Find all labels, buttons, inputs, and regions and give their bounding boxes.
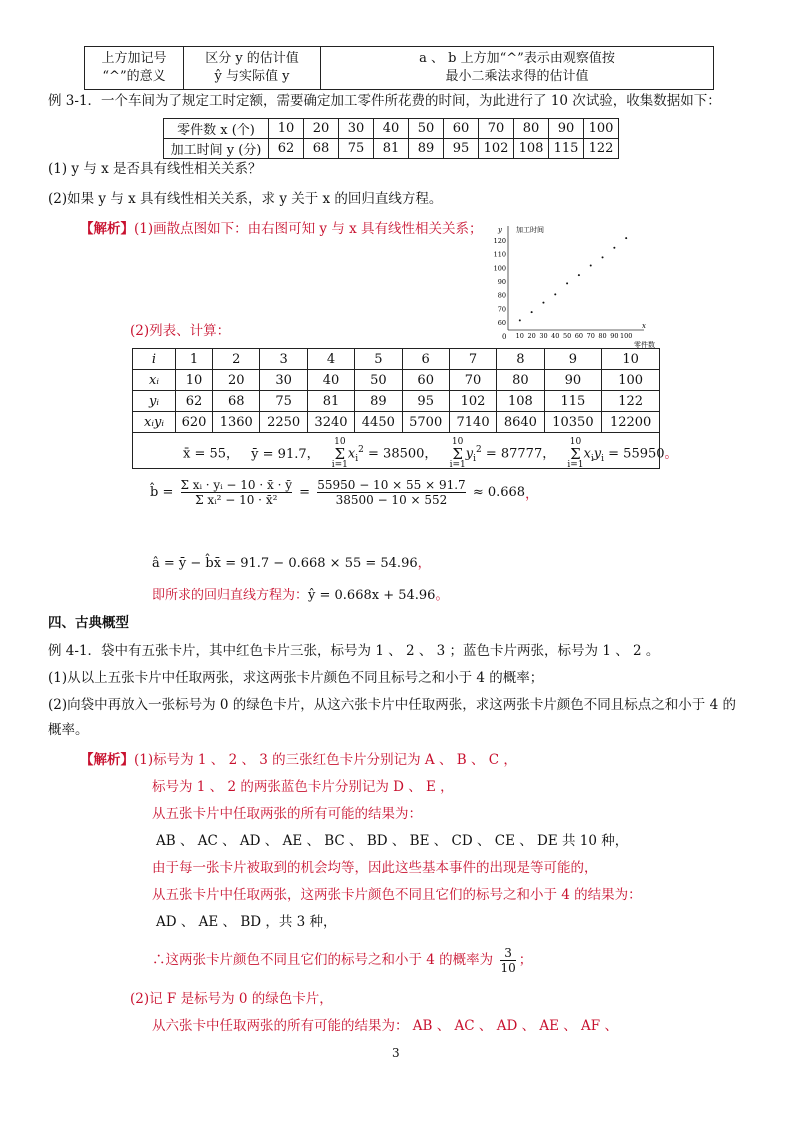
solution-line-2: 标号为 1 、 2 的两张蓝色卡片分别记为 D 、 E ， [152,779,454,795]
question-4-1: (1)从以上五张卡片中任取两张，求这两张卡片颜色不同且标号之和小于 4 的概率； [48,670,544,686]
table-cell: 40 [307,370,354,391]
row-label: i [133,349,176,370]
table-cell: 10 [176,370,213,391]
table-cell: 620 [176,412,213,433]
table-cell: 122 [584,139,619,159]
table-cell: 20 [304,119,339,139]
table-cell: 81 [374,139,409,159]
table-cell: 75 [260,391,307,412]
solution-line-10: 从六张卡中任取两张的所有可能的结果为： AB 、 AC 、 AD 、 AE 、 AF 、 [152,1018,618,1034]
table-cell: 108 [497,391,544,412]
example-3-1-intro: 例 3-1．一个车间为了规定工时定额，需要确定加工零件所花费的时间，为此进行了 10 次试验，收集数据如下： [48,93,721,109]
table-cell: 4450 [355,412,402,433]
question-2: (2)如果 y 与 x 具有线性相关关系，求 y 关于 x 的回归直线方程。 [48,191,443,207]
table-cell: 区分 y 的估计值 ŷ 与实际值 y [184,47,321,90]
scatter-point [554,293,556,295]
origin-label: 0 [502,333,507,341]
solution-line-1: 【解析】(1)标号为 1 、 2 、 3 的三张红色卡片分别记为 A 、 B 、 C ， [80,752,517,768]
table-cell: 3 [260,349,307,370]
ybar-value: ȳ = 91.7 [251,446,307,462]
table-cell: 8 [497,349,544,370]
table-cell: 75 [339,139,374,159]
x-tick-label: 60 [574,332,584,340]
table-cell: 7140 [449,412,496,433]
table-cell: 3240 [307,412,354,433]
table-cell: 89 [355,391,402,412]
question-4-2-cont: 概率。 [48,722,89,738]
y-tick-label: 120 [493,236,506,245]
x-tick-label: 30 [539,332,548,340]
table-cell: 100 [602,370,660,391]
row-label: yᵢ [133,391,176,412]
table-cell: 80 [497,370,544,391]
x-tick-label: 20 [527,332,536,340]
table-cell: 100 [584,119,619,139]
scatter-point [531,311,533,313]
data-table [163,118,619,159]
y-axis-label: 加工时间 [516,226,544,234]
y-tick-label: 100 [493,264,506,273]
table-cell: 60 [444,119,479,139]
solution-line-5: 由于每一张卡片被取到的机会均等，因此这些基本事件的出现是等可能的， [152,860,598,876]
solution-line-4: AB 、 AC 、 AD 、 AE 、 BC 、 BD 、 BE 、 CD 、 CE 、 DE 共 10 种， [156,833,629,849]
table-cell: a 、 b 上方加“^”表示由观察值按 最小二乘法求得的估计值 [321,47,714,90]
table-cell: 108 [514,139,549,159]
x-tick-label: 40 [551,332,560,340]
table-cell: 95 [444,139,479,159]
solution-line-9: (2)记 F 是标号为 0 的绿色卡片， [130,991,333,1007]
table-cell: 89 [409,139,444,159]
scatter-point [590,265,592,267]
a-hat-formula: â = ȳ − b̂x̄ = 91.7 − 0.668 × 55 = 54.96， [152,556,431,571]
calc-table [132,348,660,433]
summary-row: x̄ = 55， ȳ = 91.7， 10 Σ $i=1x_i^2 = 38500$， 10 Σ $i=1y_i^2 = 87777$， 10 Σ $i=1x_iy_i = 55950$。 [183,437,678,470]
solution-line-3: 从五张卡片中任取两张的所有可能的结果为： [152,806,422,822]
row-label: xᵢyᵢ [133,412,176,433]
table-cell: 2250 [260,412,307,433]
scatter-point [578,274,580,276]
table-cell: 115 [544,391,602,412]
table-cell: 30 [339,119,374,139]
table-cell: 70 [479,119,514,139]
sum-xy-value: = 55950 [608,446,665,462]
solution-line-8: ∴这两张卡片颜色不同且它们的标号之和小于 4 的概率为 $\frac{3}{10}$ ； [152,946,533,975]
x-tick-label: 80 [598,332,607,340]
table-cell: 20 [213,370,260,391]
table-cell: 1360 [213,412,260,433]
table-cell: 30 [260,370,307,391]
scatter-point [602,256,604,258]
probability-fraction: $\frac{3}{10}$ [500,946,516,975]
scatter-point [625,237,627,239]
x-tick-label: 100 [619,332,633,340]
table-cell: 115 [549,139,584,159]
table-cell: 1 [176,349,213,370]
table-cell: 50 [355,370,402,391]
y-tick-label: 90 [497,278,506,286]
table-cell: 10350 [544,412,602,433]
section-heading: 四、古典概型 [48,615,129,631]
table-cell: 12200 [602,412,660,433]
x-axis-letter: x [642,322,646,330]
table-cell: 10 [269,119,304,139]
table-cell: 90 [544,370,602,391]
table-cell: 60 [402,370,449,391]
xbar-value: x̄ = 55 [183,446,227,462]
table-cell: 5 [355,349,402,370]
table-cell: 90 [549,119,584,139]
table-cell: 102 [449,391,496,412]
b-hat-formula: b̂ = $\frac{\text{Σ xᵢ · yᵢ − 10 · x̄ · ȳ}}{\text{Σ xᵢ² − 10 · x̄²}}$ = $\frac{55950 - 10 \times 55 \times 91.7}{38500 - 10 \times 552}$ ≈ 0.668， [150,478,539,507]
scatter-chart [486,222,656,349]
definition-table [84,46,714,90]
solution-2: (2)列表、计算： [130,323,231,339]
x-tick-label: 50 [562,332,572,340]
scatter-point [613,247,615,249]
solution-line-7: AD 、 AE 、 BD ，共 3 种， [156,914,337,930]
calc-table-box [132,348,678,470]
table-cell: 68 [304,139,339,159]
table-cell: 8640 [497,412,544,433]
table-cell: 95 [402,391,449,412]
table-cell: 40 [374,119,409,139]
x-axis-label: 零件数 [634,341,655,349]
table-cell: 62 [176,391,213,412]
table-cell: 10 [602,349,660,370]
scatter-point [566,282,568,284]
header-x: 零件数 x (个) [164,119,269,139]
x-tick-label: 90 [610,332,619,340]
page-number: 3 [392,1046,400,1060]
table-cell: 122 [602,391,660,412]
table-cell: 68 [213,391,260,412]
example-4-1-intro: 例 4-1．袋中有五张卡片，其中红色卡片三张，标号为 1 、 2 、 3 ；蓝色卡片两张，标号为 1 、 2 。 [48,643,660,659]
sum-x2-value: = 38500 [368,446,425,462]
y-tick-label: 60 [497,319,506,328]
question-4-2: (2)向袋中再放入一张标号为 0 的绿色卡片，从这六张卡片中任取两张，求这两张卡片颜色不同且标点之和小于 4 的 [48,697,736,713]
solution-line-6: 从五张卡片中任取两张，这两张卡片颜色不同且它们的标号之和小于 4 的结果为： [152,887,642,903]
scatter-point [542,302,544,304]
x-tick-label: 70 [586,332,595,340]
table-cell: 81 [307,391,354,412]
y-tick-label: 80 [497,291,506,300]
y-tick-label: 70 [497,305,506,314]
table-cell: 4 [307,349,354,370]
table-cell: 9 [544,349,602,370]
table-cell: 5700 [402,412,449,433]
table-cell: 6 [402,349,449,370]
row-label: xᵢ [133,370,176,391]
header-y: 加工时间 y (分) [164,139,269,159]
table-cell: 上方加记号 “^”的意义 [85,47,184,90]
final-equation: 即所求的回归直线方程为：ŷ = 0.668x + 54.96。 [152,588,449,603]
table-cell: 70 [449,370,496,391]
table-cell: 50 [409,119,444,139]
solution-1: 【解析】(1)画散点图如下：由右图可知 y 与 x 具有线性相关关系； [80,221,483,237]
table-cell: 80 [514,119,549,139]
sum-y2-value: = 87777 [485,446,543,462]
scatter-point [519,319,521,321]
y-axis-letter: y [498,226,502,234]
question-1: (1) y 与 x 是否具有线性相关关系？ [48,161,262,177]
table-cell: 102 [479,139,514,159]
x-tick-label: 10 [515,332,524,340]
table-cell: 7 [449,349,496,370]
table-cell: 2 [213,349,260,370]
table-cell: 62 [269,139,304,159]
y-tick-label: 110 [493,250,506,259]
